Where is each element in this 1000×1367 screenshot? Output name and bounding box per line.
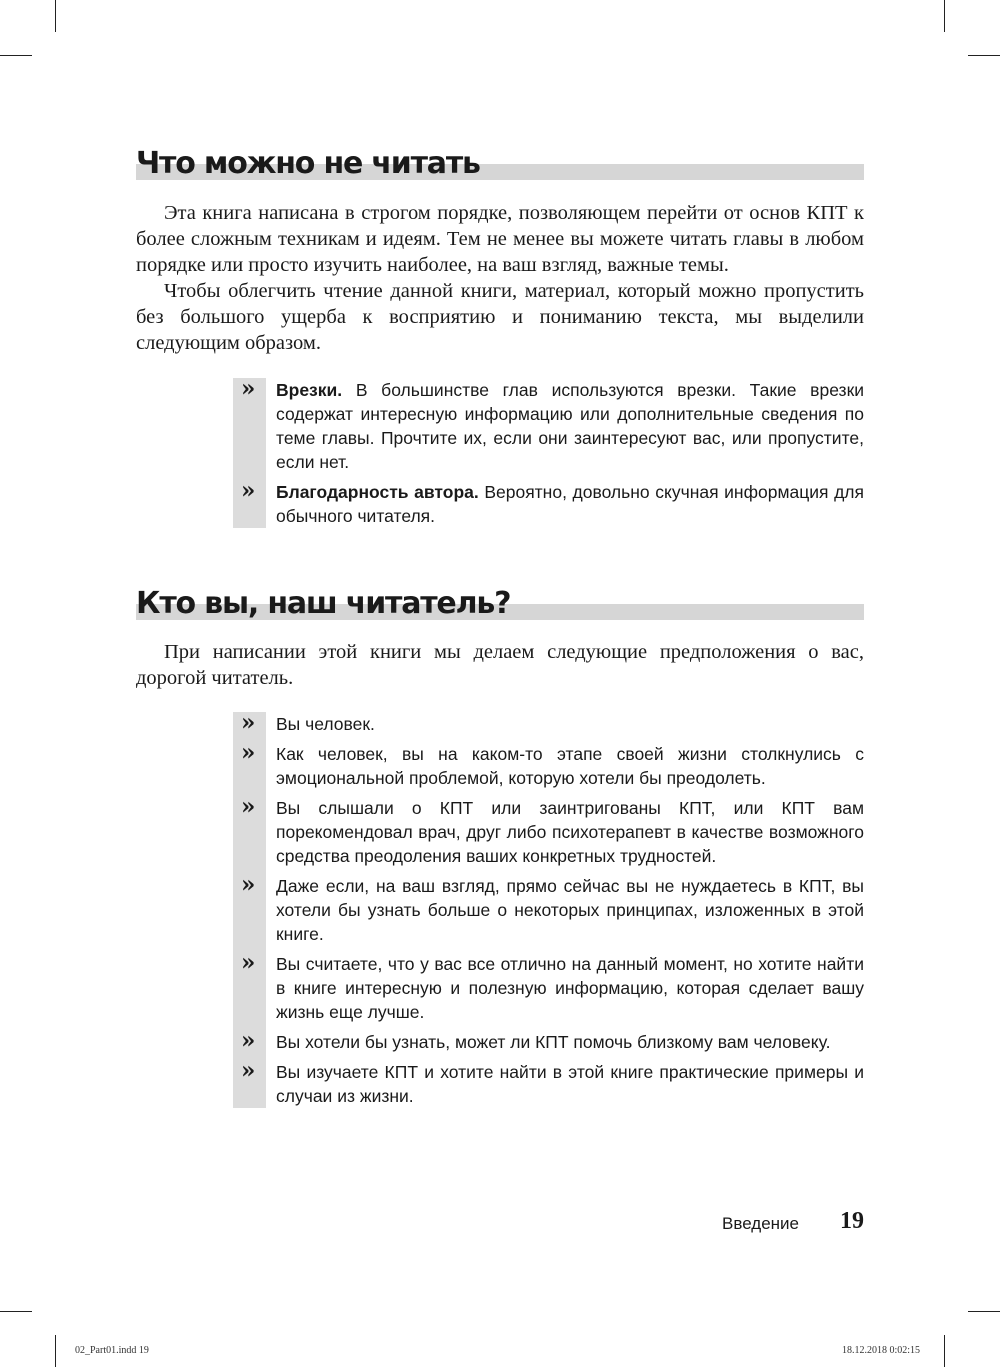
crop-mark (55, 1335, 56, 1367)
list-item-text: Вы человек. (276, 714, 375, 734)
list-item-text: Вы хотели бы узнать, может ли КПТ помочь близкому вам человеку. (276, 1032, 831, 1052)
list-item-text: Вы изучаете КПТ и хотите найти в этой книге практические примеры и случаи из жизни. (276, 1062, 864, 1106)
crop-mark (944, 1335, 945, 1367)
crop-mark (968, 55, 1000, 56)
list-item (233, 739, 864, 790)
crop-mark (944, 0, 945, 32)
crop-mark (0, 55, 32, 56)
print-slug-file: 02_Part01.indd 19 (75, 1345, 149, 1356)
list-item (233, 871, 864, 946)
print-slug-timestamp: 18.12.2018 0:02:15 (841, 1345, 920, 1356)
list-item-term: Благодарность автора. (276, 482, 479, 502)
crop-mark (0, 1311, 32, 1312)
crop-mark (55, 0, 56, 32)
list-item-text: Вы считаете, что у вас все отлично на данный момент, но хотите найти в книге интересную и полезную информацию, которая сделает вашу жизнь еще лучше. (276, 954, 864, 1022)
body-paragraph: Чтобы облегчить чтение данной книги, материал, который можно пропустить без большого ущерба к восприятию и пониманию текста, мы выделили следующим образом. (136, 280, 864, 354)
list-item-text: Как человек, вы на каком-то этапе своей жизни столкнулись с эмоциональной проблемой, которую хотели бы преодолеть. (276, 744, 864, 788)
list-item (233, 709, 864, 736)
page-number: 19 (840, 1208, 864, 1234)
bullet-list (233, 375, 864, 528)
list-item (233, 793, 864, 868)
section-heading (136, 576, 864, 620)
bullet-marker: » (241, 793, 256, 820)
list-item (233, 1057, 864, 1108)
section-title: Кто вы, наш читатель? (136, 586, 511, 621)
bullet-list (233, 709, 864, 1108)
section-title: Что можно не читать (136, 146, 480, 181)
list-item-term: Врезки. (276, 380, 343, 400)
list-item (233, 477, 864, 528)
list-item-text: Вы слышали о КПТ или заинтригованы КПТ, или КПТ вам порекомендовал врач, друг либо психотерапевт в качестве возможного средства преодоления ваших конкретных трудностей. (276, 798, 864, 866)
bullet-marker: » (241, 871, 256, 898)
crop-mark (968, 1311, 1000, 1312)
bullet-marker: » (241, 1057, 256, 1084)
bullet-marker: » (241, 1027, 256, 1054)
running-footer-chapter: Введение (722, 1214, 799, 1233)
bullet-marker: » (241, 949, 256, 976)
list-item-text: Благодарность автора. Вероятно, довольно скучная информация для обычного читателя. (276, 482, 864, 526)
body-paragraph: Эта книга написана в строгом порядке, позволяющем перейти от основ КПТ к более сложным техникам и идеям. Тем не менее вы можете читать главы в любом порядке или просто изучить наиболее, на ваш взгляд, важные темы. (136, 202, 864, 276)
bullet-marker: » (241, 477, 256, 504)
bullet-marker: » (241, 375, 256, 402)
list-item (233, 375, 864, 474)
list-item (233, 949, 864, 1024)
list-item (233, 1027, 864, 1054)
bullet-marker: » (241, 709, 256, 736)
list-item-text: Даже если, на ваш взгляд, прямо сейчас вы не нуждаетесь в КПТ, вы хотели бы узнать больше о некоторых принципах, изложенных в этой книге. (276, 876, 864, 944)
body-paragraph: При написании этой книги мы делаем следующие предположения о вас, дорогой читатель. (136, 641, 864, 689)
list-item-text: Врезки. В большинстве глав используются врезки. Такие врезки содержат интересную информацию или дополнительные сведения по теме главы. Прочтите их, если они заинтересуют вас, или пропустите, если нет. (276, 380, 864, 472)
section-heading (136, 136, 864, 180)
bullet-marker: » (241, 739, 256, 766)
